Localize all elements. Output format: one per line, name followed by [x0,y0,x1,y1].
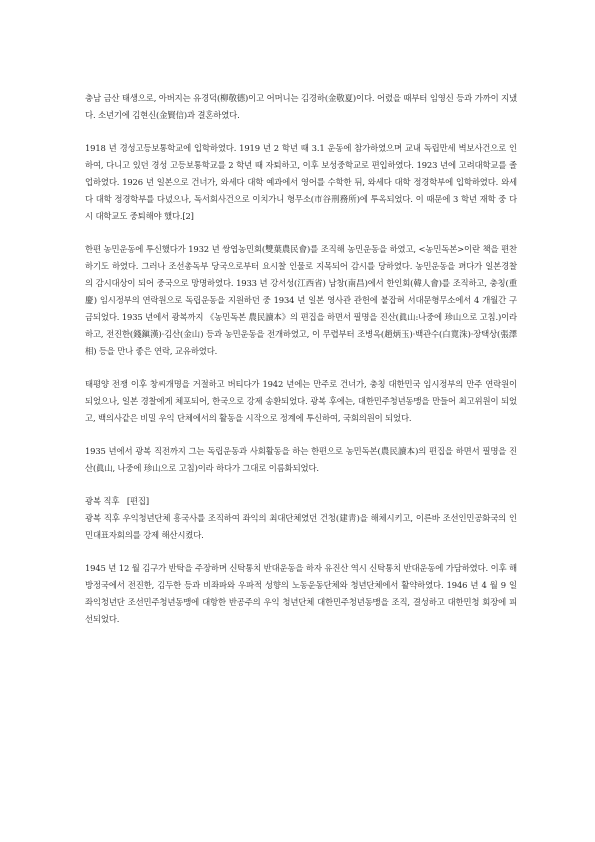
section-title: 광복 직후 [85,496,120,506]
document-page [85,90,517,644]
paragraph-after-liberation: 광복 직후 우익청년단체 흥국사를 조직하여 좌익의 최대단체였던 건청(建靑)을 해체시키고, 이른바 조선인민공화국의 인민대표자회의를 강제 해산시켰다. [85,513,517,540]
section-heading [85,493,517,510]
paragraph-pen-name: 1935 년에서 광복 직전까지 그는 독립운동과 사회활동을 하는 한편으로 농민독본(農民讀本)의 편집을 하면서 필명을 진산(眞山, 나중에 珍山으로 고침)이라 하다가 그대로 이름화되었다. [85,446,517,473]
paragraph-farmer-movement: 한편 농민운동에 투신했다가 1932 년 쌍엽농민회(雙葉農民會)를 조직해 농민운동을 하였고, <농민독본>이란 책을 편찬하기도 하였다. 그러나 조선총독부 당국으로부터 요시찰 인물로 지목되어 감시를 당하였다. 농민운동을 펴다가 일본경찰의 감시대상이 되어 중국으로 망명하였다. 1933 년 강서성(江西省) 남창(南昌)에서 한인회(韓人會)를 조직하고, 충칭(重慶) 임시정부의 연락원으로 독립운동을 지원하던 중 1934 년 일본 영사관 관헌에 붙잡혀 서대문형무소에서 4 개월간 구금되었다. 1935 년에서 광복까지 《농민독본 農民讀本》의 편집을 하면서 필명을 진산(眞山:나중에 珍山으로 고침.)이라 하고, 전진한(錢鎭漢)·김산(金山) 등과 농민운동을 전개하였고, 이 무렵부터 조병옥(趙炳玉)·백관수(白寬洙)·장택상(張澤相) 등을 만나 좋은 연락, 교유하였다. [85,244,517,356]
paragraph-pacific-war: 태평양 전쟁 이후 창씨개명을 거절하고 버티다가 1942 년에는 만주로 건너가, 충칭 대한민국 임시정부의 만주 연락원이 되었으나, 일본 경찰에게 체포되어, 한국으로 강제 송환되었다. 광복 후에는, 대한민주청년동맹을 만들어 최고위원이 되었고, 백의사같은 비밀 우익 단체에서의 활동을 시작으로 정계에 투신하여, 국회의원이 되었다. [85,379,517,423]
paragraph-anti-trusteeship: 1945 년 12 월 김구가 반탁을 주장하며 신탁통치 반대운동을 하자 유진산 역시 신탁통치 반대운동에 가담하였다. 이후 해방정국에서 전진한, 김두한 등과 비좌파와 우파적 성향의 노동운동단체와 청년단체에서 활약하였다. 1946 년 4 월 9 일 좌익청년단 조선민주청년동맹에 대항한 반공주의 우익 청년단체 대한민주청년동맹을 조직, 결성하고 대한민청 회장에 피선되었다. [85,563,517,624]
paragraph-education: 1918 년 경성고등보통학교에 입학하였다. 1919 년 2 학년 때 3.1 운동에 참가하였으며 교내 독립만세 벽보사건으로 인하여, 다니고 있던 경성 고등보통학교를 2 학년 때 자퇴하고, 이후 보성중학교로 편입하였다. 1923 년에 고려대학교를 졸업하였다. 1926 년 일본으로 건너가, 와세다 대학 예과에서 영어를 수학한 뒤, 와세다 대학 정경학부에 입학하였다. 와세다 대학 정경학부를 다녔으나, 독서회사건으로 이치가니 형무소(市谷刑務所)에 투옥되었다. 이 때문에 3 학년 재학 중 다시 대학교도 중퇴해야 했다.[2] [85,143,517,221]
edit-link[interactable]: [편집] [126,496,149,506]
paragraph-early-life: 충남 금산 태생으로, 아버지는 유경덕(柳敬德)이고 어머니는 김경하(金敬夏)이다. 어렸을 때부터 임영신 등과 가까이 지냈다. 소년기에 김현신(金賢信)과 결혼하였다. [85,93,517,120]
